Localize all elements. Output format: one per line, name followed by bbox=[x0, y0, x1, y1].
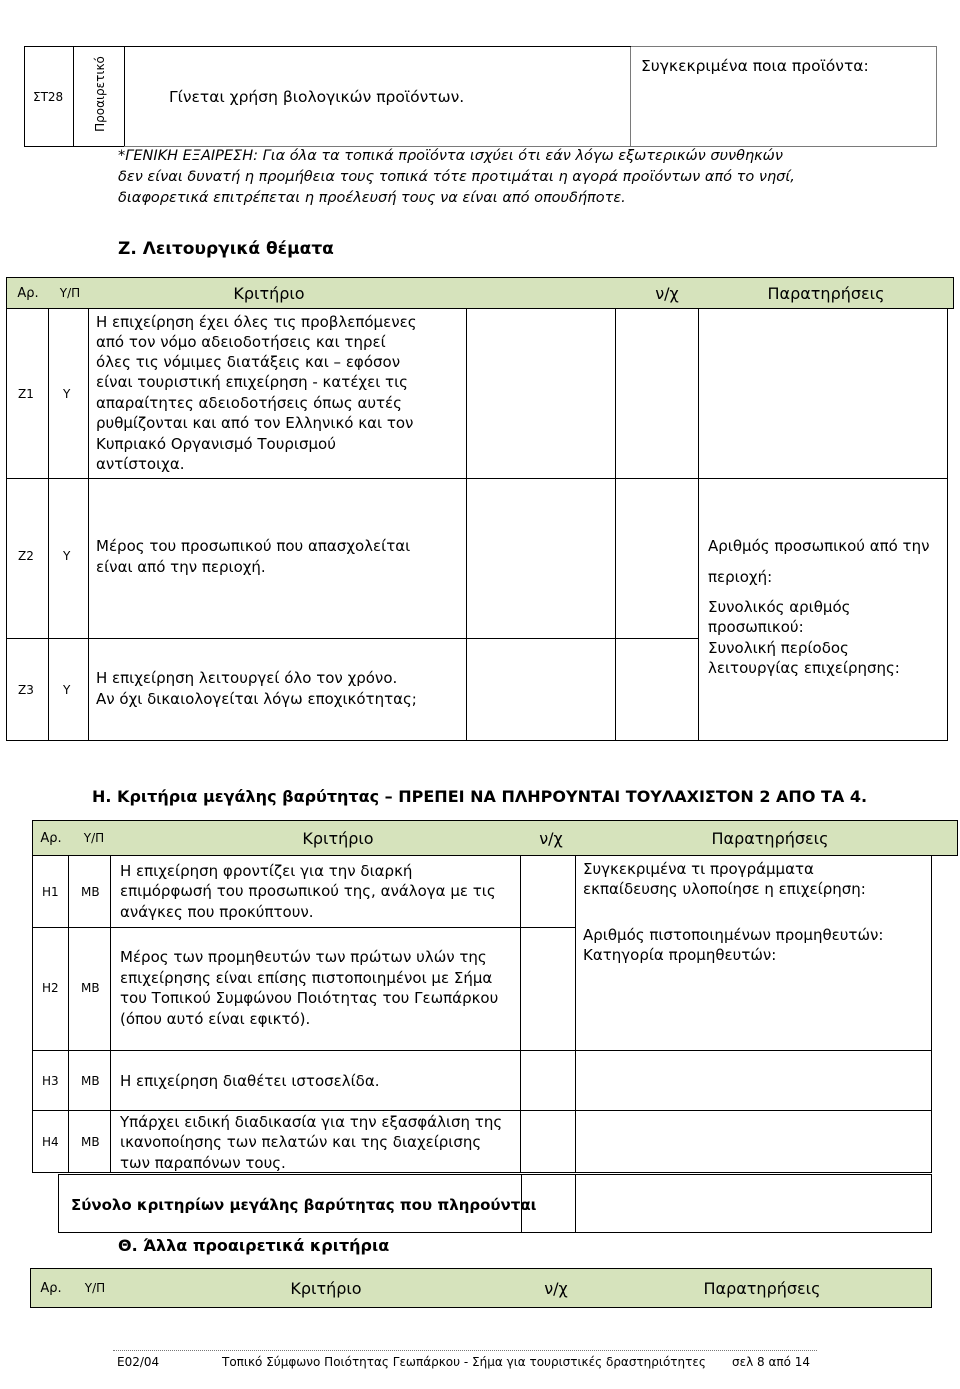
z-col-line-3 bbox=[466, 309, 467, 741]
z1-line-2: από τον νόμο αδειοδοτήσεις και τηρεί bbox=[96, 333, 386, 351]
z-remark-line-2: περιοχή: bbox=[708, 568, 773, 586]
theta-header-no: Αρ. bbox=[40, 1280, 62, 1296]
footer-rule bbox=[113, 1350, 817, 1351]
z-remark-line-3: Συνολικός αριθμός bbox=[708, 598, 851, 616]
h2-code: Η2 bbox=[42, 981, 59, 995]
z1-line-1: Η επιχείρηση έχει όλες τις προβλεπόμενες bbox=[96, 313, 417, 331]
z-header-vx: ν/χ bbox=[655, 283, 679, 303]
h3-yp: ΜΒ bbox=[81, 1074, 100, 1088]
section-z-header-row bbox=[6, 277, 954, 309]
h2-line-2: επιχείρησης είναι επίσης πιστοποιημένοι με Σήμα bbox=[120, 969, 493, 987]
h1-remark-line-2: εκπαίδευσης υλοποίησε η επιχείρηση: bbox=[583, 880, 866, 898]
z1-line-5: απαραίτητες αδειοδοτήσεις όπως αυτές bbox=[96, 394, 402, 412]
st28-code-cell bbox=[24, 46, 74, 147]
st28-type-cell bbox=[73, 46, 125, 147]
z1-line-6: ρυθμίζονται και από τον Ελληνικό και τον bbox=[96, 414, 414, 432]
h3-code: Η3 bbox=[42, 1074, 59, 1088]
st28-top-line bbox=[124, 46, 631, 47]
general-exception-note bbox=[118, 146, 918, 216]
footer-code: Ε02/04 bbox=[117, 1355, 160, 1369]
h-header-remarks: Παρατηρήσεις bbox=[711, 828, 829, 848]
h2-line-1: Μέρος των προμηθευτών των πρώτων υλών της bbox=[120, 948, 487, 966]
st28-criterion-cell bbox=[124, 46, 631, 147]
h2-remark-line-2: Κατηγορία προμηθευτών: bbox=[583, 946, 777, 964]
z1-line-7: Κυπριακό Οργανισμό Τουρισμού bbox=[96, 435, 336, 453]
h1-line-1: Η επιχείρηση φροντίζει για την διαρκή bbox=[120, 862, 413, 880]
st28-remark-cell bbox=[630, 46, 937, 147]
z1-yp: Υ bbox=[63, 387, 71, 401]
h2-line-4: (όπου αυτό είναι εφικτό). bbox=[120, 1010, 311, 1028]
general-exception-label: *ΓΕΝΙΚΗ ΕΞΑΙΡΕΣΗ: bbox=[118, 148, 259, 164]
z3-line-2: Αν όχι δικαιολογείται λόγω εποχικότητας; bbox=[96, 690, 417, 708]
z2-line-1: Μέρος του προσωπικού που απασχολείται bbox=[96, 537, 411, 555]
theta-header-yp: Υ/Π bbox=[84, 1281, 106, 1295]
st28-type: Προαιρετικό bbox=[93, 56, 107, 132]
h-col-line-1 bbox=[68, 856, 69, 1173]
h-total-label: Σύνολο κριτηρίων μεγάλης βαρύτητας που πληρούνται bbox=[71, 1196, 537, 1214]
z-remark-line-5: Συνολική περίοδος bbox=[708, 639, 849, 657]
footer-title: Τοπικό Σύμφωνο Ποιότητας Γεωπάρκου - Σήμα για τουριστικές δραστηριότητες bbox=[222, 1355, 706, 1369]
z-header-criterion: Κριτήριο bbox=[233, 283, 305, 303]
z1-line-3: όλες τις νόμιμες διατάξεις και – εφόσον bbox=[96, 353, 401, 371]
h-header-criterion: Κριτήριο bbox=[302, 828, 374, 848]
h-total-divider-2 bbox=[575, 1175, 576, 1232]
section-h-title: Η. Κριτήρια μεγάλης βαρύτητας – ΠΡΕΠΕΙ ΝΑ ΠΛΗΡΟΥΝΤΑΙ ΤΟΥΛΑΧΙΣΤΟΝ 2 ΑΠΟ ΤΑ 4. bbox=[92, 787, 868, 806]
h2-remark-line-1: Αριθμός πιστοποιημένων προμηθευτών: bbox=[583, 926, 884, 944]
z-remark-line-4: προσωπικού: bbox=[708, 618, 804, 636]
z1-code: Ζ1 bbox=[18, 387, 34, 401]
st28-criterion: Γίνεται χρήση βιολογικών προϊόντων. bbox=[169, 88, 465, 106]
h4-line-3: των παραπόνων τους. bbox=[120, 1154, 286, 1172]
footer-page: σελ 8 από 14 bbox=[732, 1355, 811, 1369]
section-theta-header-row bbox=[30, 1268, 932, 1308]
general-exception-line-2: δεν είναι δυνατή η προμήθεια τους τοπικά τότε προτιμάται η αγορά προϊόντων από το νησί, bbox=[118, 169, 795, 185]
z3-yp: Υ bbox=[63, 683, 71, 697]
z-col-line-5 bbox=[698, 309, 699, 741]
z2-code: Ζ2 bbox=[18, 549, 34, 563]
h-header-vx: ν/χ bbox=[539, 828, 563, 848]
z-col-line-4 bbox=[615, 309, 616, 741]
z-row-line-2 bbox=[6, 638, 698, 639]
st28-code: ΣΤ28 bbox=[33, 90, 64, 104]
z-col-line-1 bbox=[48, 309, 49, 741]
h-header-no: Αρ. bbox=[40, 830, 62, 846]
h2-yp: ΜΒ bbox=[81, 981, 100, 995]
section-theta-title: Θ. Άλλα προαιρετικά κριτήρια bbox=[118, 1236, 390, 1255]
h-row-line-3 bbox=[32, 1110, 932, 1111]
z-row-line-1 bbox=[6, 478, 948, 479]
section-h-header-row bbox=[32, 820, 958, 856]
z-remark-line-6: λειτουργίας επιχείρησης: bbox=[708, 659, 900, 677]
z1-line-4: είναι τουριστική επιχείρηση - κατέχει τις bbox=[96, 373, 408, 391]
h-row-line-2 bbox=[32, 1050, 932, 1051]
h4-line-1: Υπάρχει ειδική διαδικασία για την εξασφάλιση της bbox=[120, 1113, 503, 1131]
h2-line-3: του Τοπικού Συμφώνου Ποιότητας του Γεωπάρκου bbox=[120, 989, 499, 1007]
z-header-remarks: Παρατηρήσεις bbox=[767, 283, 885, 303]
theta-header-remarks: Παρατηρήσεις bbox=[703, 1278, 821, 1298]
z3-line-1: Η επιχείρηση λειτουργεί όλο τον χρόνο. bbox=[96, 669, 398, 687]
h1-yp: ΜΒ bbox=[81, 885, 100, 899]
h-col-line-4 bbox=[575, 856, 576, 1173]
h4-code: Η4 bbox=[42, 1135, 59, 1149]
h4-yp: ΜΒ bbox=[81, 1135, 100, 1149]
z2-line-2: είναι από την περιοχή. bbox=[96, 558, 266, 576]
h1-remark-line-1: Συγκεκριμένα τι προγράμματα bbox=[583, 860, 814, 878]
z1-line-8: αντίστοιχα. bbox=[96, 455, 185, 473]
general-exception-line-1: Για όλα τα τοπικά προϊόντα ισχύει ότι εάν λόγω εξωτερικών συνθηκών bbox=[262, 148, 783, 164]
h4-line-2: ικανοποίησης των πελατών και της διαχείρισης bbox=[120, 1133, 482, 1151]
h-col-line-3 bbox=[520, 856, 521, 1173]
z2-yp: Υ bbox=[63, 549, 71, 563]
h1-code: Η1 bbox=[42, 885, 59, 899]
z-remark-line-1: Αριθμός προσωπικού από την bbox=[708, 537, 930, 555]
h-total-row bbox=[58, 1174, 932, 1233]
h-row-line-1 bbox=[32, 927, 575, 928]
st28-remark: Συγκεκριμένα ποια προϊόντα: bbox=[641, 57, 869, 75]
z-col-line-2 bbox=[88, 309, 89, 741]
theta-header-vx: ν/χ bbox=[544, 1278, 568, 1298]
h3-criterion: Η επιχείρηση διαθέτει ιστοσελίδα. bbox=[120, 1072, 380, 1090]
h-col-line-2 bbox=[110, 856, 111, 1173]
theta-header-criterion: Κριτήριο bbox=[290, 1278, 362, 1298]
z3-code: Ζ3 bbox=[18, 683, 34, 697]
h-header-yp: Υ/Π bbox=[83, 831, 105, 845]
h1-line-3: ανάγκες που προκύπτουν. bbox=[120, 903, 314, 921]
h1-line-2: επιμόρφωσή του προσωπικού της, ανάλογα με τις bbox=[120, 882, 496, 900]
z-header-no: Αρ. bbox=[17, 285, 39, 301]
general-exception-line-3: διαφορετικά επιτρέπεται η προέλευσή τους να είναι από οπουδήποτε. bbox=[118, 190, 626, 206]
z-header-yp: Υ/Π bbox=[59, 286, 81, 300]
section-z-title: Ζ. Λειτουργικά θέματα bbox=[118, 239, 334, 259]
